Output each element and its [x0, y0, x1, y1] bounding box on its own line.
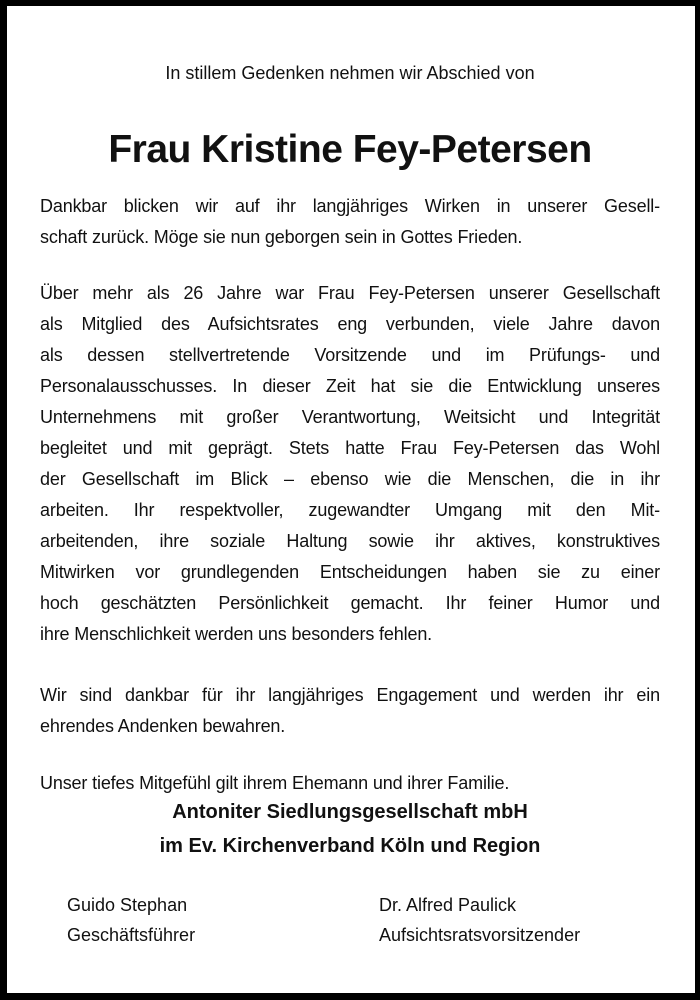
signatory-name: Dr. Alfred Paulick	[379, 895, 517, 915]
deceased-name-title: Frau Kristine Fey-Petersen	[108, 128, 592, 171]
text-line: begleitet und mit geprägt. Stets hatte Frau Fey-Petersen das Wohl	[40, 438, 660, 458]
signatory-name: Guido Stephan	[67, 895, 188, 915]
text-line: der Gesellschaft im Blick – ebenso wie die Menschen, die in ihr	[40, 469, 660, 489]
text-line: Wir sind dankbar für ihr langjähriges Engagement und werden ihr ein	[40, 685, 660, 705]
organization-affiliation: im Ev. Kirchenverband Köln und Region	[159, 835, 541, 857]
text-line: Unser tiefes Mitgefühl gilt ihrem Ehemann und ihrer Familie.	[40, 773, 510, 793]
text-line: als Mitglied des Aufsichtsrates eng verbunden, viele Jahre davon	[40, 314, 660, 334]
text-line: Über mehr als 26 Jahre war Frau Fey-Petersen unserer Gesellschaft	[40, 283, 660, 303]
text-line: als dessen stellvertretende Vorsitzende und im Prüfungs- und	[40, 345, 660, 365]
signatory-role: Aufsichtsratsvorsitzender	[379, 925, 581, 945]
text-line: arbeitenden, ihre soziale Haltung sowie ihr aktives, konstruktives	[40, 531, 660, 551]
text-line: Dankbar blicken wir auf ihr langjähriges Wirken in unserer Gesell-	[40, 196, 660, 216]
text-line: hoch geschätzten Persönlichkeit gemacht. Ihr feiner Humor und	[40, 593, 660, 613]
organization-name: Antoniter Siedlungsgesellschaft mbH	[172, 801, 528, 823]
text-line: schaft zurück. Möge sie nun geborgen sein in Gottes Frieden.	[40, 227, 523, 247]
tagline: In stillem Gedenken nehmen wir Abschied von	[165, 63, 535, 83]
organization-block	[0, 795, 700, 863]
text-line: Mitwirken vor grundlegenden Entscheidungen haben sie zu einer	[40, 562, 660, 582]
text-line: ehrendes Andenken bewahren.	[40, 716, 286, 736]
paragraph	[40, 680, 660, 742]
signatory	[67, 890, 195, 950]
text-line: ihre Menschlichkeit werden uns besonders fehlen.	[40, 624, 433, 644]
text-line: arbeiten. Ihr respektvoller, zugewandter Umgang mit den Mit-	[40, 500, 660, 520]
obituary-body	[40, 191, 660, 799]
paragraph	[40, 278, 660, 650]
signatory-role: Geschäftsführer	[67, 925, 196, 945]
paragraph	[40, 191, 660, 253]
text-line: Personalausschusses. In dieser Zeit hat sie die Entwicklung unseres	[40, 376, 660, 396]
text-line: Unternehmens mit großer Verantwortung, Weitsicht und Integrität	[40, 407, 660, 427]
signatory	[379, 890, 580, 950]
